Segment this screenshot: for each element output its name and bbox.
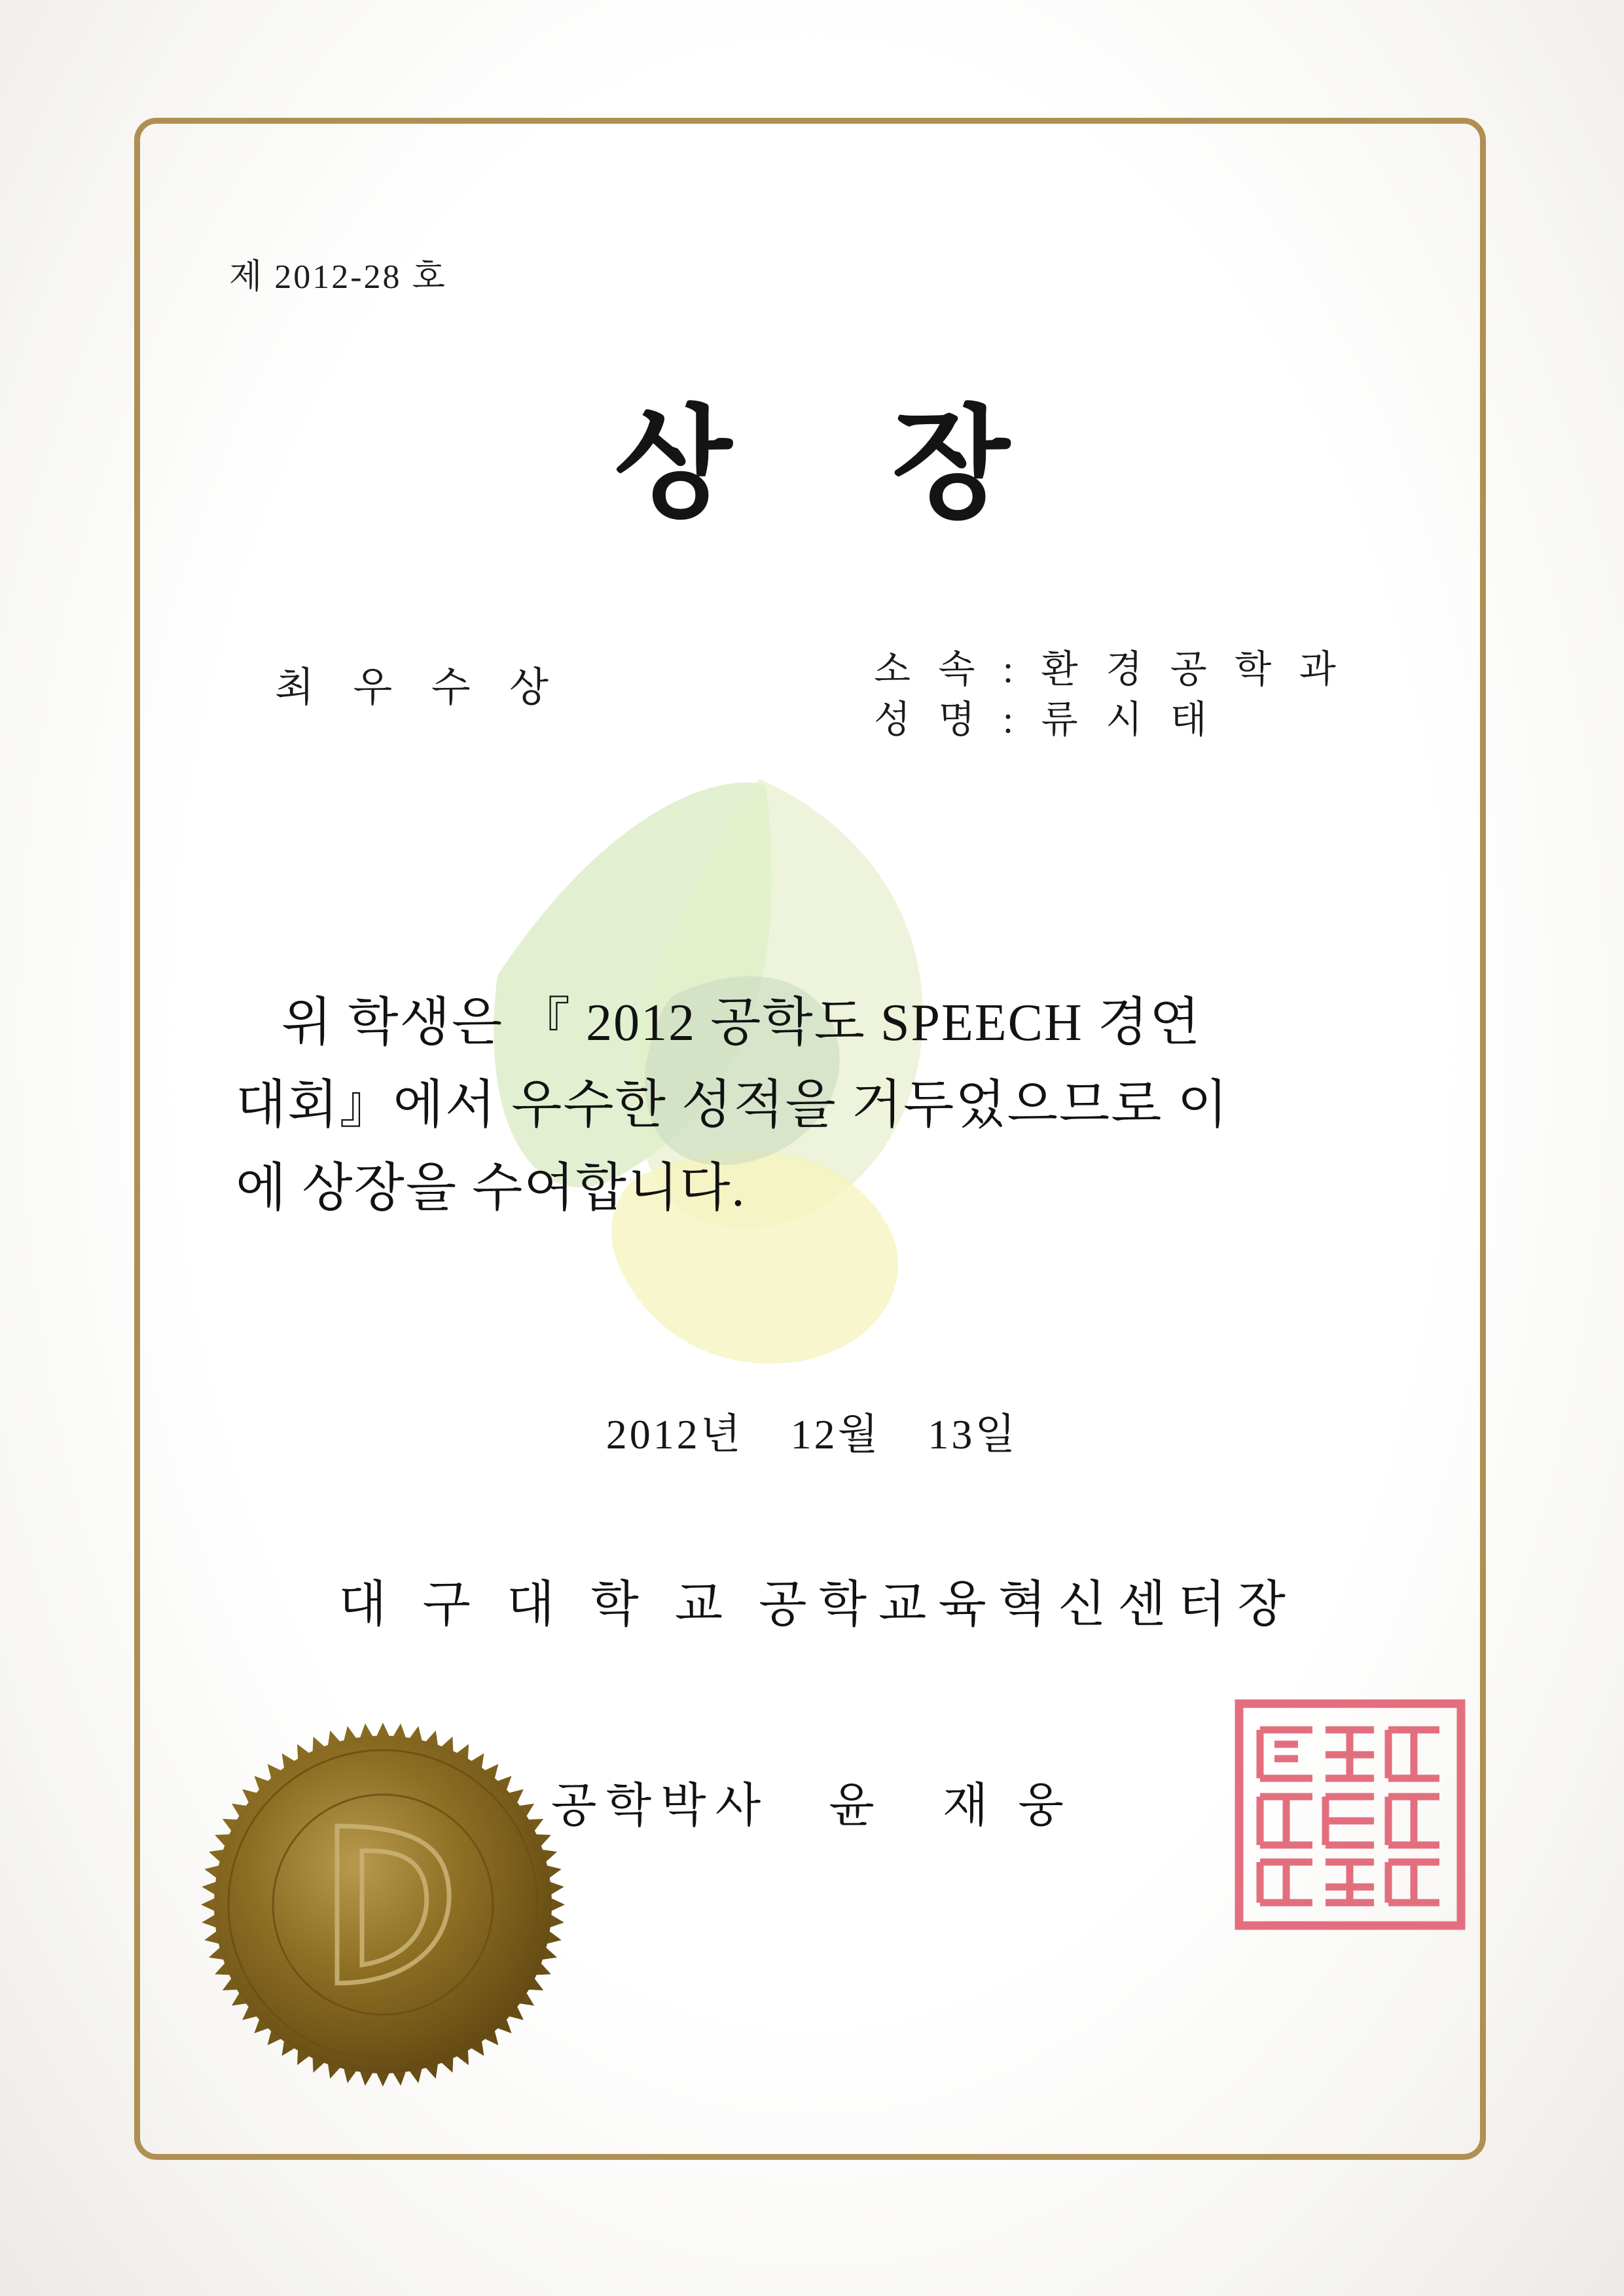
issuer-line: 대 구 대 학 교 공학교육혁신센터장 — [338, 1577, 1297, 1632]
name-value: 류 시 태 — [1041, 698, 1216, 741]
signer-surname: 윤 — [829, 1780, 884, 1832]
signer-title: 공학박사 — [551, 1780, 770, 1832]
issue-date — [0, 1401, 1624, 1461]
body-line-2: 대회』에서 우수한 성적을 거두었으므로 이 — [236, 1077, 1229, 1135]
body-line-1-text: 위 학생은 『 2012 공학도 SPEECH 경연 — [281, 994, 1202, 1052]
page-title: 상 장 — [614, 391, 1069, 535]
seal-outer-text — [200, 1721, 566, 2088]
red-official-stamp-icon — [1234, 1698, 1466, 1931]
body-line-1 — [236, 982, 1388, 1064]
name-label: 성 명 : — [874, 698, 1023, 741]
affiliation-row — [874, 645, 1345, 695]
recipient-info — [874, 645, 1345, 745]
issue-day: 13일 — [928, 1411, 1019, 1458]
name-row — [874, 695, 1345, 745]
issue-month: 12월 — [790, 1411, 881, 1458]
issue-year: 2012년 — [605, 1411, 744, 1458]
certificate-body — [236, 982, 1388, 1230]
body-line-3: 에 상장을 수여합니다. — [236, 1159, 746, 1217]
document-number: 제 2012-28 호 — [229, 259, 447, 296]
affiliation-value: 환 경 공 학 과 — [1041, 648, 1345, 691]
signer-given-name: 재 웅 — [942, 1780, 1073, 1832]
award-name: 최 우 수 상 — [275, 666, 564, 710]
affiliation-label: 소 속 : — [874, 648, 1023, 691]
